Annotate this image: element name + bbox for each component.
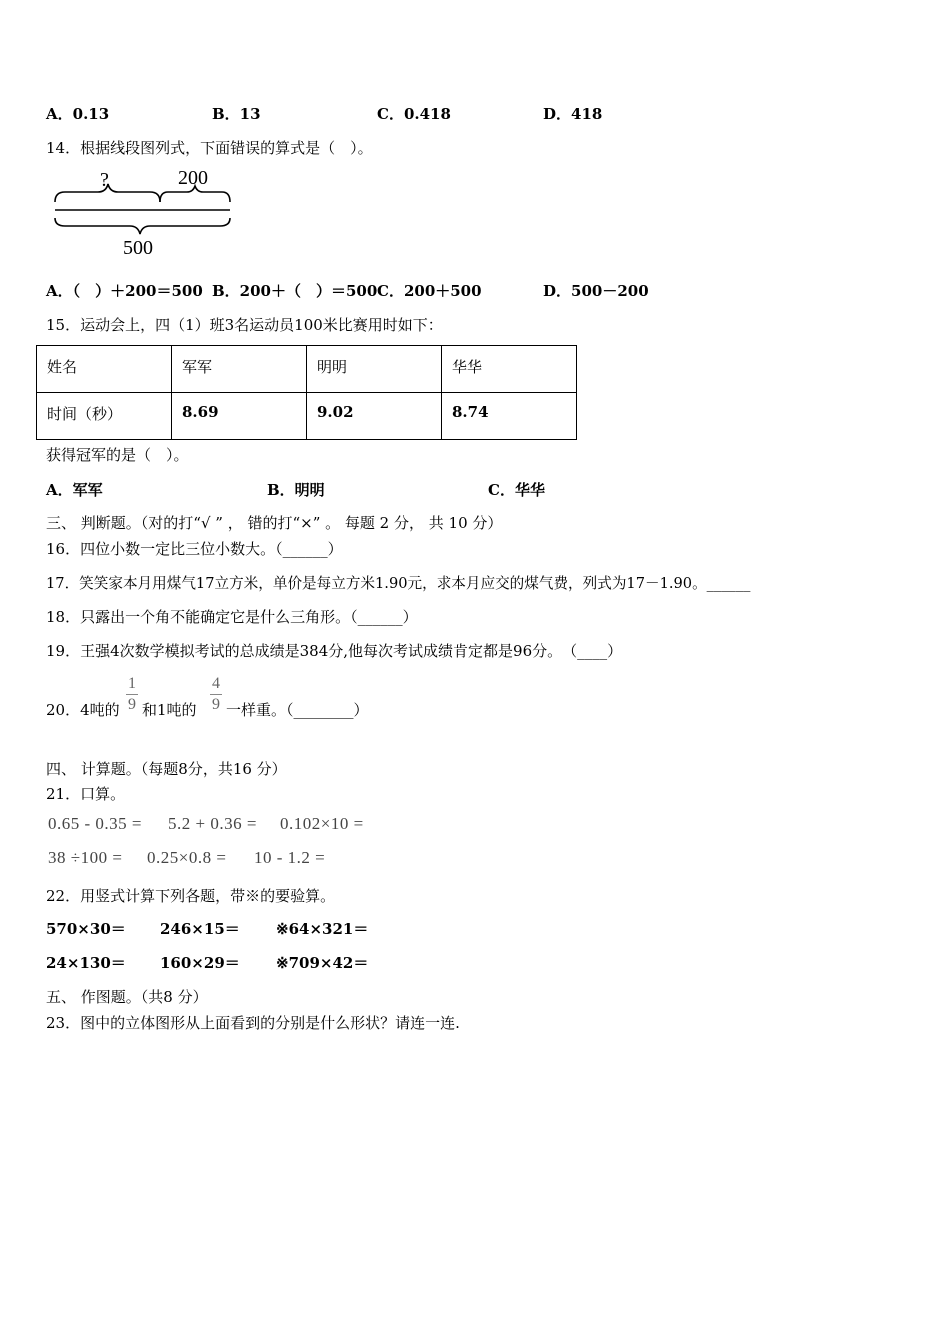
q18: 18．只露出一个角不能确定它是什么三角形。（______） bbox=[46, 608, 418, 626]
vertical-calc-1: 570×30＝ bbox=[46, 920, 126, 938]
table-header-junjun: 军军 bbox=[172, 346, 307, 393]
q21-title: 21．口算。 bbox=[46, 785, 126, 803]
fraction-bar bbox=[210, 694, 222, 695]
oral-calc-4: 38 ÷100 = bbox=[48, 848, 123, 867]
oral-calc-5: 0.25×0.8 = bbox=[147, 848, 227, 867]
section5-heading: 五、 作图题。（共8 分） bbox=[46, 988, 208, 1006]
section3-heading: 三、 判断题。（对的打“√ ” ， 错的打“×” 。 每题 2 分， 共 10 分） bbox=[46, 514, 503, 532]
q14-option-c: C．200＋500 bbox=[377, 282, 482, 300]
q22-title: 22．用竖式计算下列各题，带※的要验算。 bbox=[46, 887, 336, 905]
oral-calc-6: 10 - 1.2 = bbox=[254, 848, 326, 867]
q13-option-d: D．418 bbox=[543, 105, 603, 123]
q20-prefix: 20．4吨的 bbox=[46, 701, 120, 719]
q14-question: 14．根据线段图列式，下面错误的算式是（ ）。 bbox=[46, 139, 373, 157]
q13-option-a: A．0.13 bbox=[46, 105, 110, 123]
q15-option-a: A．军军 bbox=[46, 481, 103, 499]
table-header-mingming: 明明 bbox=[307, 346, 442, 393]
fraction-four-ninths bbox=[208, 675, 224, 714]
table-row-label: 时间（秒） bbox=[37, 393, 172, 440]
table-row bbox=[37, 346, 577, 393]
vertical-calc-6: ※709×42＝ bbox=[276, 954, 369, 972]
diagram-total-label: 500 bbox=[123, 237, 153, 259]
q13-option-b: B．13 bbox=[212, 105, 261, 123]
q15-question: 15．运动会上，四（1）班3名运动员100米比赛用时如下： bbox=[46, 316, 443, 334]
fraction-bar bbox=[126, 694, 138, 695]
diagram-unknown-label: ? bbox=[100, 169, 109, 191]
oral-calc-3: 0.102×10 = bbox=[280, 814, 364, 833]
q19: 19．王强4次数学模拟考试的总成绩是384分,他每次考试成绩肯定都是96分。 （____） bbox=[46, 642, 623, 660]
table-cell-junjun: 8.69 bbox=[172, 393, 307, 440]
table-row bbox=[37, 393, 577, 440]
table-cell-huahua: 8.74 bbox=[442, 393, 577, 440]
q23: 23．图中的立体图形从上面看到的分别是什么形状？请连一连. bbox=[46, 1014, 460, 1032]
q20-suffix: 一样重。（________） bbox=[226, 701, 369, 719]
table-header-name: 姓名 bbox=[37, 346, 172, 393]
oral-calc-1: 0.65 - 0.35 = bbox=[48, 814, 142, 833]
vertical-calc-4: 24×130＝ bbox=[46, 954, 126, 972]
q14-option-d: D．500－200 bbox=[543, 282, 649, 300]
q15-followup: 获得冠军的是（ ）。 bbox=[46, 446, 189, 464]
vertical-calc-5: 160×29＝ bbox=[160, 954, 240, 972]
fraction-one-ninth bbox=[124, 675, 140, 714]
q14-option-b: B．200＋（ ）＝500 bbox=[212, 282, 378, 300]
race-times-table bbox=[36, 345, 577, 440]
q20-middle: 和1吨的 bbox=[142, 701, 197, 719]
section4-heading: 四、 计算题。（每题8分，共16 分） bbox=[46, 760, 287, 778]
table-header-huahua: 华华 bbox=[442, 346, 577, 393]
vertical-calc-2: 246×15＝ bbox=[160, 920, 240, 938]
q14-option-a: A．（ ）＋200＝500 bbox=[46, 282, 203, 300]
fraction-denominator: 9 bbox=[212, 696, 220, 713]
q16: 16．四位小数一定比三位小数大。（______） bbox=[46, 540, 343, 558]
diagram-part-label: 200 bbox=[178, 167, 208, 189]
table-cell-mingming: 9.02 bbox=[307, 393, 442, 440]
fraction-denominator: 9 bbox=[128, 696, 136, 713]
fraction-numerator: 1 bbox=[128, 675, 136, 692]
vertical-calc-3: ※64×321＝ bbox=[276, 920, 369, 938]
oral-calc-2: 5.2 + 0.36 = bbox=[168, 814, 257, 833]
q15-option-b: B．明明 bbox=[267, 481, 325, 499]
q15-option-c: C．华华 bbox=[488, 481, 545, 499]
q13-option-c: C．0.418 bbox=[377, 105, 451, 123]
brace-total bbox=[55, 218, 230, 234]
fraction-numerator: 4 bbox=[212, 675, 220, 692]
q17: 17．笑笑家本月用煤气17立方米，单价是每立方米1.90元，求本月应交的煤气费，列式为17－1.90。______ bbox=[46, 575, 751, 592]
